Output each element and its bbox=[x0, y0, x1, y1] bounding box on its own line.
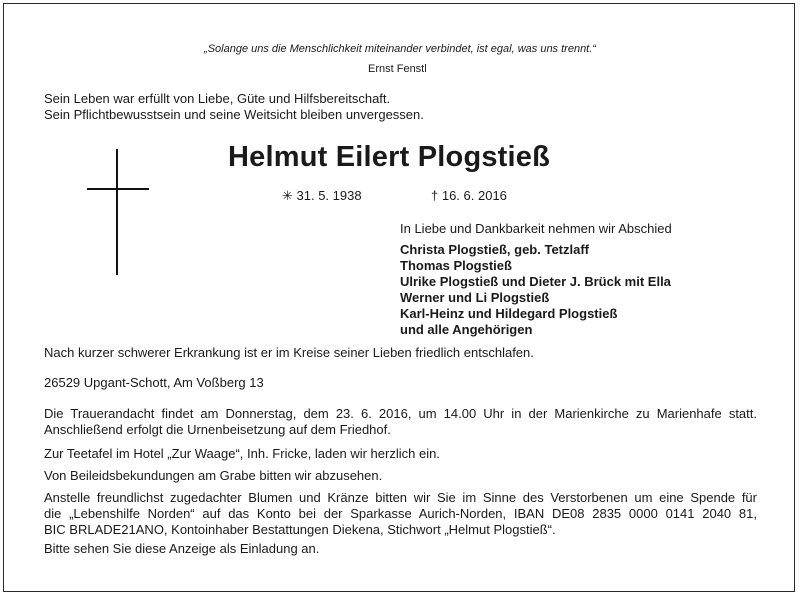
mourner: und alle Angehörigen bbox=[400, 322, 533, 337]
mourners-list bbox=[400, 242, 671, 338]
farewell-text: In Liebe und Dankbarkeit nehmen wir Abschied bbox=[400, 221, 672, 236]
mourner: Christa Plogstieß, geb. Tetzlaff bbox=[400, 242, 590, 257]
tea-invitation: Zur Teetafel im Hotel „Zur Waage“, Inh. Fricke, laden wir herzlich ein. bbox=[44, 446, 440, 461]
birth-date: ✳ 31. 5. 1938 bbox=[282, 188, 362, 203]
donation-line: die „Lebenshilfe Norden“ auf das Konto bei der Sparkasse Aurich-Norden, IBAN DE08 2835 0000 0141 2040 81, bbox=[44, 506, 757, 521]
cross-icon-bar bbox=[87, 188, 149, 190]
condolence-note: Von Beileidsbekundungen am Grabe bitten wir abzusehen. bbox=[44, 468, 383, 483]
deceased-name: Helmut Eilert Plogstieß bbox=[228, 141, 551, 173]
address: 26529 Upgant-Schott, Am Voßberg 13 bbox=[44, 375, 264, 390]
service-info bbox=[44, 406, 757, 438]
intro-line: Sein Leben war erfüllt von Liebe, Güte und Hilfsbereitschaft. bbox=[44, 91, 391, 106]
service-line: Anschließend erfolgt die Urnenbeisetzung auf dem Friedhof. bbox=[44, 422, 391, 437]
mourner: Ulrike Plogstieß und Dieter J. Brück mit Ella bbox=[400, 274, 671, 289]
death-notice: Nach kurzer schwerer Erkrankung ist er im Kreise seiner Lieben friedlich entschlafen. bbox=[44, 345, 534, 360]
intro-text bbox=[44, 91, 424, 123]
intro-line: Sein Pflichtbewusstsein und seine Weitsicht bleiben unvergessen. bbox=[44, 107, 424, 122]
service-line: Die Trauerandacht findet am Donnerstag, dem 23. 6. 2016, um 14.00 Uhr in der Marienkirche zu Marienhafe statt. bbox=[44, 406, 757, 421]
mourner: Thomas Plogstieß bbox=[400, 258, 512, 273]
invitation-note: Bitte sehen Sie diese Anzeige als Einladung an. bbox=[44, 541, 320, 556]
quote-text: „Solange uns die Menschlichkeit miteinander verbindet, ist egal, was uns trennt.“ bbox=[204, 43, 596, 55]
donation-line: Anstelle freundlichst zugedachter Blumen und Kränze bitten wir Sie im Sinne des Verstorbenen um eine Spende für bbox=[44, 490, 757, 505]
mourner: Werner und Li Plogstieß bbox=[400, 290, 550, 305]
quote-author: Ernst Fenstl bbox=[368, 63, 427, 75]
death-date: † 16. 6. 2016 bbox=[431, 188, 507, 203]
mourner: Karl-Heinz und Hildegard Plogstieß bbox=[400, 306, 618, 321]
cross-icon bbox=[116, 149, 118, 275]
donation-line: BIC BRLADE21ANO, Kontoinhaber Bestattungen Diekena, Stichwort „Helmut Plogstieß“. bbox=[44, 522, 556, 537]
donation-info bbox=[44, 490, 757, 538]
